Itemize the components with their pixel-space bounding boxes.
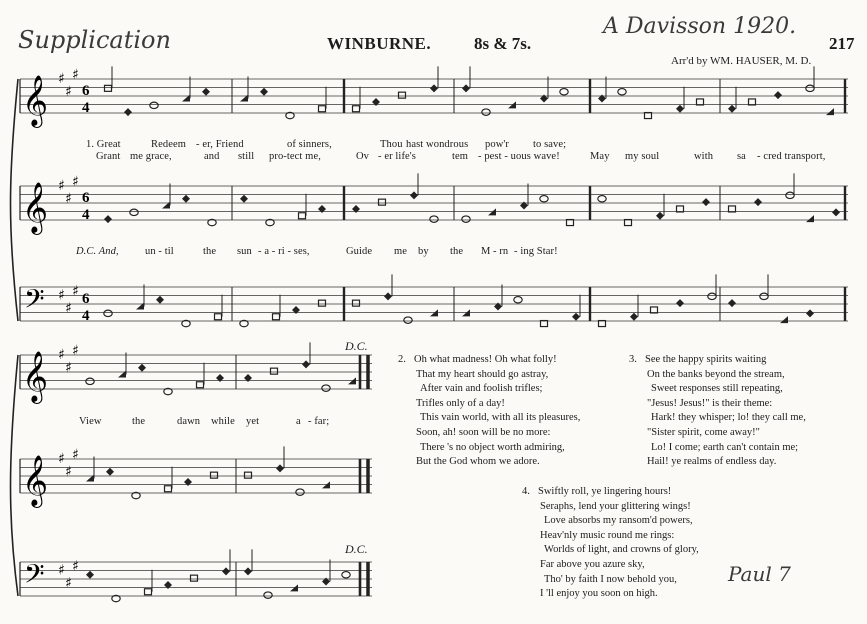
lyric-line-3-word-6: Guide [346,246,373,257]
lyric-s2-word-4: while [211,416,235,427]
lyric-line-3-word-7: me [394,246,408,257]
shape-note-icon [322,560,330,586]
verse-line: Love absorbs my ransom'd powers, [544,515,693,527]
lyric-line-2-word-14: - cred transport, [757,151,826,162]
verse-line: Heav'nly music round me rings: [540,529,675,541]
shape-note-icon [138,364,146,372]
shape-note-icon [494,285,502,311]
shape-note-icon [806,215,814,222]
verse-line: This vain world, with all its pleasures, [420,412,581,424]
sharp-icon: ♯ [72,342,79,359]
shape-note-icon [540,77,548,103]
lyric-line-2-word-9: - pest - uous wave! [478,151,560,162]
shape-note-icon [567,220,574,226]
verse-line: That my heart should go astray, [416,368,549,380]
hymn-meter: 8s & 7s. [474,34,532,53]
shape-note-icon [572,295,580,321]
shape-note-icon [520,184,528,210]
sharp-icon: ♯ [65,575,72,592]
shape-note-icon [728,87,736,113]
dc-mark-bottom: D.C. [345,542,368,556]
lyric-line-2-word-11: my soul [625,151,660,162]
sharp-icon: ♯ [65,300,72,317]
bass-clef-icon: 𝄢 [24,558,45,596]
shape-note-icon [150,102,158,108]
sharp-icon: ♯ [72,173,79,190]
shape-note-icon [514,297,522,303]
shape-note-icon [271,368,278,374]
shape-note-icon [598,196,606,202]
lyric-s2-word-3: dawn [177,416,201,427]
page-number: 217 [829,34,855,53]
shape-note-icon [656,194,664,220]
shape-note-icon [299,194,307,219]
shape-note-icon [702,198,710,206]
verse-line: Soon, ah! soon will be no more: [416,426,551,438]
shape-note-icon [353,300,360,306]
shape-note-icon [651,307,658,313]
verse-line: Trifles only of a day! [416,397,505,409]
shape-note-icon [806,309,814,317]
verse-3 [629,353,806,470]
shape-note-icon [645,113,652,119]
verse-line: "Sister spirit, come away!" [647,426,760,438]
system-brace-icon [11,355,19,596]
verse-number: 4. [522,486,530,497]
shape-note-icon [145,570,153,595]
shape-note-icon [399,92,406,98]
shape-note-icon [104,310,112,316]
shape-note-icon [832,208,840,216]
shape-note-icon [676,299,684,307]
sharp-icon: ♯ [58,287,65,304]
shape-note-icon [618,89,626,95]
shape-note-icon [430,216,438,222]
shape-note-icon [202,88,210,96]
sharp-icon: ♯ [58,451,65,467]
shape-note-icon [86,457,94,482]
verse-line: Tho' by faith I now behold you, [544,573,677,585]
shape-note-icon [182,77,190,102]
lyric-line-2-word-3: and [204,151,220,162]
shape-note-icon [598,77,606,103]
handwritten-note-bottom: Paul 7 [728,562,791,586]
shape-note-icon [130,209,138,215]
dc-mark-top: D.C. [345,339,368,353]
shape-note-icon [245,472,252,478]
clefs [22,67,90,596]
shape-note-icon [264,592,272,598]
shape-note-icon [319,300,326,306]
shape-note-icon [599,321,606,327]
shape-note-icon [260,88,268,96]
shape-note-icon [240,195,248,203]
treble-clef-icon: 𝄞 [22,351,49,402]
shape-note-icon [677,206,684,212]
shape-note-icon [124,108,132,116]
sharp-icon: ♯ [58,71,65,87]
shape-note-icon [630,295,638,321]
lyric-line-3-word-12: - ing Star! [514,246,558,257]
lyric-line-2-word-12: with [694,151,714,162]
lyric-line-3-word-8: by [418,246,429,257]
lyric-s2-word-6: a [296,416,301,427]
lyric-line-2-word-4: still [238,151,255,162]
shape-note-icon [697,99,704,105]
lyric-line-3-word-4: sun [237,246,252,257]
lyric-s2-word-2: the [132,416,146,427]
hymn-title: WINBURNE. [327,34,432,53]
lyric-s2-word-5: yet [246,416,260,427]
shape-note-icon [165,467,173,492]
lyric-line-2-word-2: me grace, [130,151,172,162]
verse-line: See the happy spirits waiting [645,354,767,365]
shape-note-icon [162,184,170,209]
lyric-s2-word-1: View [79,416,102,427]
sharp-icon: ♯ [58,347,65,363]
lyric-line-3-word-3: the [203,246,217,257]
handwritten-signature: A Davisson 1920. [603,14,797,39]
treble-clef-icon: 𝄞 [22,182,49,233]
shape-note-icon [296,489,304,495]
lyric-line-2-word-10: May [590,151,610,162]
verse-line: But the God whom we adore. [416,456,540,468]
lyric-line-3-word-10: M [481,246,491,257]
time-signature-icon: 6 [82,83,90,99]
time-signature-icon: 4 [82,308,90,324]
sharp-icon: ♯ [65,83,72,100]
shape-note-icon [118,353,126,378]
shape-note-icon [240,77,248,102]
shape-note-icon [182,195,190,203]
verse-line: Oh what madness! Oh what folly! [414,354,557,365]
lyric-line-1-word-5: Thou [380,139,403,150]
lyric-line-2-word-1: Grant [96,151,121,162]
verse-line: Swiftly roll, ye lingering hours! [538,486,672,497]
lyric-line-1-word-4: of sinners, [287,139,332,150]
verse-number: 3. [629,354,637,365]
verse-line: "Jesus! Jesus!" is their theme: [647,397,773,409]
sharp-icon: ♯ [65,359,72,376]
shape-note-icon [774,91,782,99]
shape-note-icon [136,285,144,310]
lyric-line-2-word-6: Ov [356,151,370,162]
lyric-line-1-word-3: - er, Friend [196,139,244,150]
shape-note-icon [749,99,756,105]
lyric-line-3-word-1: D.C. And, [76,246,119,257]
shape-note-icon [106,468,114,476]
shape-note-icon [780,316,788,323]
verse-line: Far above you azure sky, [540,558,645,570]
system-brace-icon [11,79,19,321]
sharp-icon: ♯ [72,283,79,300]
sharp-icon: ♯ [65,463,72,480]
verse-2 [398,353,580,470]
verse-number: 2. [398,354,406,365]
shape-note-icon [482,109,490,115]
lyric-line-3-word-11: - rn [493,246,509,257]
shape-note-icon [625,220,632,226]
bass-clef-icon: 𝄢 [24,283,45,321]
shape-note-icon [197,363,205,388]
shape-note-icon [215,295,223,320]
lyric-line-2-word-5: pro-tect me, [269,151,321,162]
shape-note-icon [86,571,94,579]
verse-line: Hark! they whisper; lo! they call me, [651,412,806,424]
treble-clef-icon: 𝄞 [22,75,49,126]
sharp-icon: ♯ [58,562,65,579]
verse-line: Worlds of light, and crowns of glory, [544,544,699,556]
shape-note-icon [273,295,281,320]
lyric-line-1-word-6: hast wondrous [406,139,469,150]
lyric-line-2-word-13: sa [737,151,746,162]
lyric-line-1-word-1: 1. Great [86,139,121,150]
sharp-icon: ♯ [72,446,79,463]
lyric-line-3-word-2: un - til [145,246,174,257]
time-signature-icon: 4 [82,100,90,116]
sharp-icon: ♯ [65,190,72,207]
verse-line: There 's no object worth admiring, [420,441,565,453]
shape-note-icon [826,108,834,115]
lyric-line-3-word-5: - a - ri - ses, [258,246,310,257]
verse-line: On the banks beyond the stream, [647,368,785,380]
shape-note-icon [211,472,218,478]
sharp-icon: ♯ [72,66,79,83]
lyric-s2-word-7: - far; [308,416,330,427]
shape-note-icon [342,572,350,578]
time-signature-icon: 4 [82,207,90,223]
verse-line: I 'll enjoy you soon on high. [540,588,658,600]
shape-note-icon [729,206,736,212]
shape-note-icon [379,199,386,205]
verse-4 [522,485,699,602]
sharp-icon: ♯ [58,178,65,194]
sharp-icon: ♯ [72,558,79,575]
shape-note-icon [353,87,361,112]
shape-note-icon [404,317,412,323]
verse-line: After vain and foolish trifles; [420,383,543,395]
time-signature-icon: 6 [82,291,90,307]
verse-line: Seraphs, lend your glittering wings! [540,500,691,512]
shape-note-icon [560,89,568,95]
lyric-line-2-word-7: - er life's [378,151,416,162]
time-signature-icon: 6 [82,190,90,206]
shape-note-icon [319,87,327,112]
shape-note-icon [104,215,112,223]
lyric-line-1-word-7: pow'r [485,139,509,150]
shape-note-icon [86,378,94,384]
lyric-line-1-word-2: Redeem [151,139,187,150]
lyric-line-2-word-8: tem [452,151,469,162]
shape-note-icon [676,87,684,113]
verse-line: Sweet responses still repeating, [651,383,783,395]
lyric-line-3-word-9: the [450,246,464,257]
shape-note-icon [541,321,548,327]
shape-note-icon [191,575,198,581]
shape-note-icon [540,196,548,202]
shape-note-icon [156,296,164,304]
shape-note-icon [754,198,762,206]
verse-line: Lo! I come; earth can't contain me; [651,441,799,453]
shape-note-icon [728,299,736,307]
shape-note-icon [322,385,330,391]
lyric-line-1-word-8: to save; [533,139,567,150]
handwritten-note-left: Supplication [18,26,171,54]
verse-line: Hail! ye realms of endless day. [647,456,777,468]
shape-note-icon [462,216,470,222]
arranger-credit: Arr'd by WM. HAUSER, M. D. [671,55,812,67]
treble-clef-icon: 𝄞 [22,455,49,506]
